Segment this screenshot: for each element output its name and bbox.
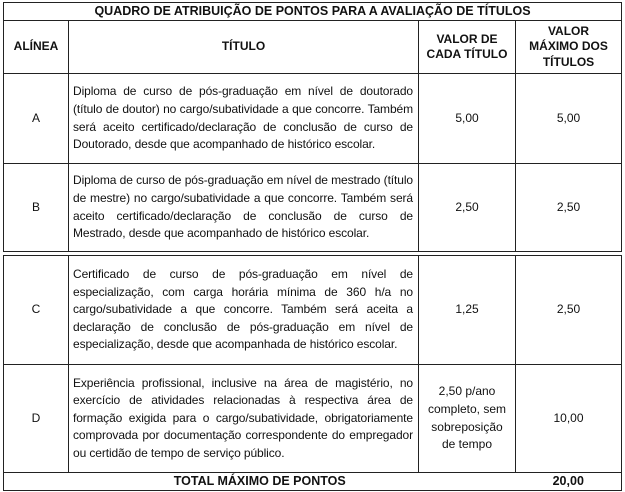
titulo-cell: Diploma de curso de pós-graduação em nível de doutorado (título de doutor) no cargo/subatividade a que concorre. Também será aceito certificado/declaração de conclusão de curso de Doutorado, desde que acompanhado de histórico escolar. [69, 74, 419, 164]
table-title: QUADRO DE ATRIBUIÇÃO DE PONTOS PARA A AVALIAÇÃO DE TÍTULOS [4, 3, 622, 21]
total-label: TOTAL MÁXIMO DE PONTOS [4, 473, 516, 491]
valor-maximo-cell: 10,00 [516, 365, 622, 473]
table-row [4, 74, 622, 164]
valor-cada-cell: 5,00 [419, 74, 516, 164]
column-header-valor-maximo: VALOR MÁXIMO DOS TÍTULOS [516, 21, 622, 74]
total-value: 20,00 [516, 473, 622, 491]
alinea-cell: B [4, 164, 69, 252]
valor-maximo-cell: 2,50 [516, 164, 622, 252]
points-allocation-table [3, 2, 622, 491]
valor-maximo-cell: 2,50 [516, 256, 622, 365]
valor-cada-cell: 2,50 p/ano completo, sem sobreposição de tempo [419, 365, 516, 473]
titulo-cell: Certificado de curso de pós-graduação em nível de especialização, com carga horária mínima de 360 h/a no cargo/subatividade a que concorre. Também será aceita a declaração de conclusão de pós-graduação em nível de especialização, desde que acompanhada de histórico escolar. [69, 256, 419, 365]
valor-cada-cell: 1,25 [419, 256, 516, 365]
valor-cada-cell: 2,50 [419, 164, 516, 252]
table-header-row [4, 21, 622, 74]
points-table-sheet [3, 2, 621, 491]
table-row [4, 365, 622, 473]
alinea-cell: D [4, 365, 69, 473]
alinea-cell: C [4, 256, 69, 365]
column-header-valor-cada-titulo: VALOR DE CADA TÍTULO [419, 21, 516, 74]
table-row [4, 256, 622, 365]
alinea-cell: A [4, 74, 69, 164]
total-row [4, 473, 622, 491]
titulo-cell: Experiência profissional, inclusive na área de magistério, no exercício de atividades relacionadas à respectiva área de formação exigida para o cargo/subatividade, obrigatoriamente comprovada por documentação correspondente do empregador ou certidão de tempo de serviço público. [69, 365, 419, 473]
column-header-alinea: ALÍNEA [4, 21, 69, 74]
table-title-row [4, 3, 622, 21]
table-row [4, 164, 622, 252]
valor-maximo-cell: 5,00 [516, 74, 622, 164]
column-header-titulo: TÍTULO [69, 21, 419, 74]
titulo-cell: Diploma de curso de pós-graduação em nível de mestrado (título de mestre) no cargo/subatividade a que concorre. Também será aceito certificado/declaração de conclusão de curso de Mestrado, desde que acompanhado de histórico escolar. [69, 164, 419, 252]
